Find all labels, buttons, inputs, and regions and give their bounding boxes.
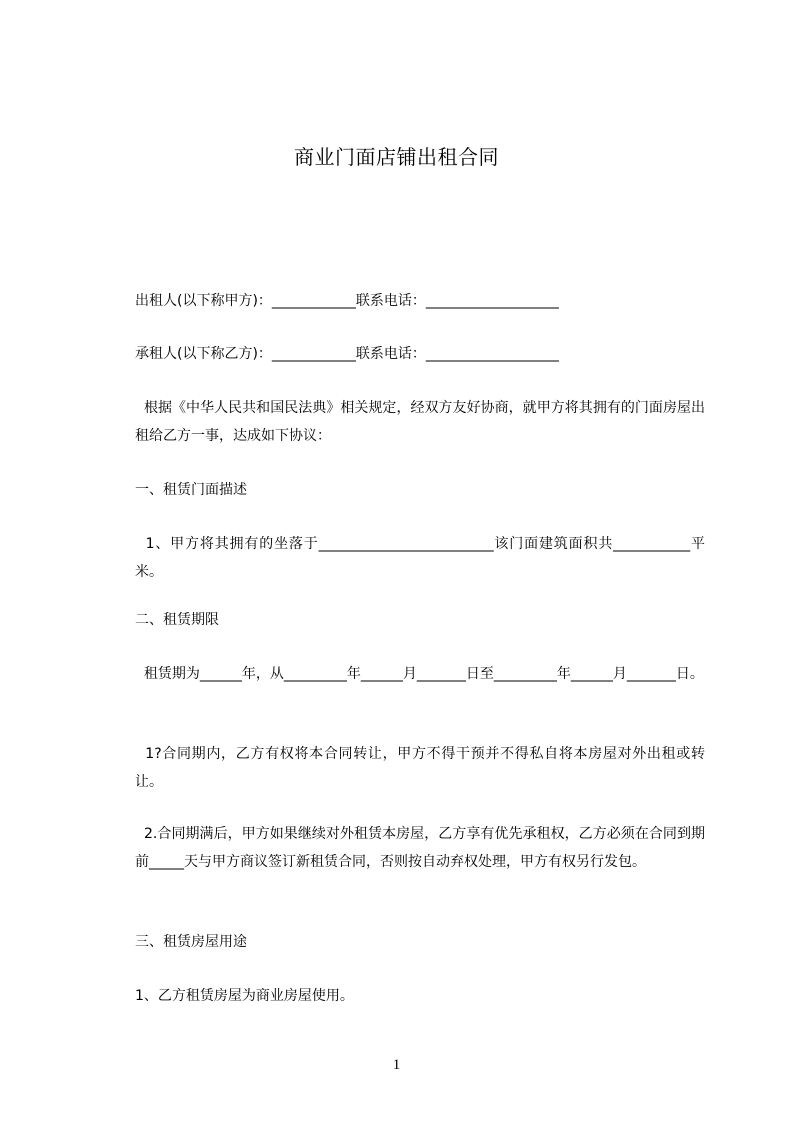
lessee-line: 承租人(以下称乙方)：____________联系电话：___________________ bbox=[135, 346, 559, 362]
contract-title: 商业门面店铺出租合同 bbox=[294, 145, 499, 169]
preamble-paragraph: 根据《中华人民共和国民法典》相关规定，经双方友好协商，就甲方将其拥有的门面房屋出租给乙方一事，达成如下协议： bbox=[135, 400, 706, 444]
page-number: 1 bbox=[392, 1057, 401, 1073]
section-heading-usage: 三、租赁房屋用途 bbox=[135, 934, 247, 950]
clause-lease-period: 租赁期为______年，从_________年______月_______日至_________年______月_______日。 bbox=[135, 666, 704, 682]
section-heading-lease-term: 二、租赁期限 bbox=[135, 612, 219, 628]
clause-transfer: 1?合同期内，乙方有权将本合同转让，甲方不得干预并不得私自将本房屋对外出租或转让。 bbox=[135, 746, 705, 790]
section-heading-lease-description: 一、租赁门面描述 bbox=[135, 482, 247, 498]
lessor-line: 出租人(以下称甲方)：____________联系电话：___________________ bbox=[135, 293, 559, 309]
clause-commercial-use: 1、乙方租赁房屋为商业房屋使用。 bbox=[135, 988, 354, 1004]
clause-renewal: 2.合同期满后，甲方如果继续对外租赁本房屋，乙方享有优先承租权，乙方必须在合同到期前_____天与甲方商议签订新租赁合同，否则按自动弃权处理，甲方有权另行发包。 bbox=[135, 826, 706, 870]
clause-location-area: 1、甲方将其拥有的坐落于_________________________该门面建筑面积共___________平米。 bbox=[135, 536, 706, 580]
